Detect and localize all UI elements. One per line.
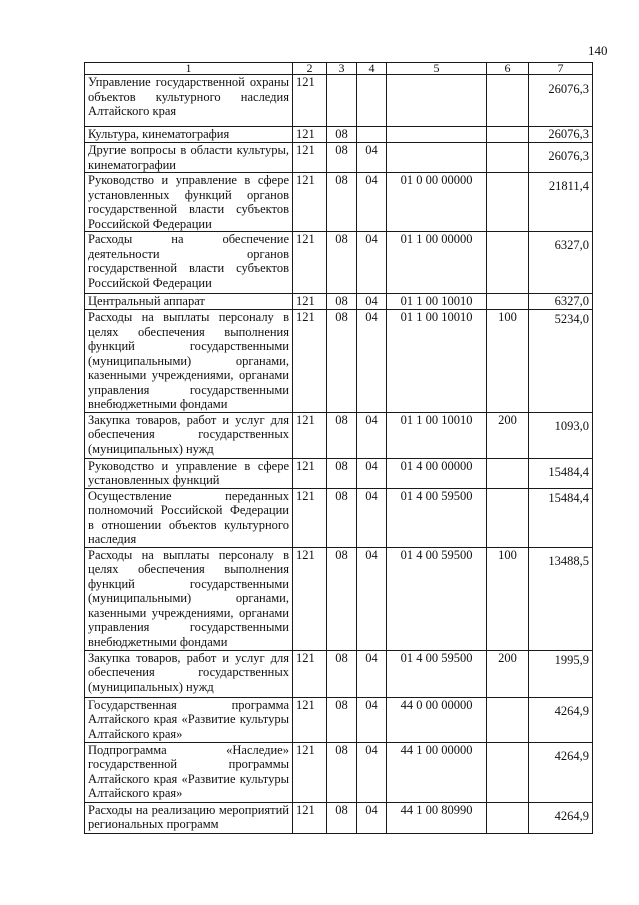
row-col-6	[487, 697, 529, 742]
row-col-4: 04	[357, 742, 387, 802]
row-col-4: 04	[357, 802, 387, 833]
row-col-6: 200	[487, 650, 529, 697]
row-col-5	[387, 143, 487, 173]
table-row	[85, 547, 593, 650]
row-col-5: 01 0 00 00000	[387, 173, 487, 232]
row-col-7: 26076,3	[529, 75, 593, 127]
row-col-2: 121	[293, 127, 327, 143]
row-col-5: 01 4 00 59500	[387, 488, 487, 547]
row-col-5: 01 4 00 59500	[387, 547, 487, 650]
row-col-5: 01 1 00 00000	[387, 232, 487, 294]
row-col-2: 121	[293, 458, 327, 488]
row-col-6	[487, 75, 529, 127]
row-col-4: 04	[357, 697, 387, 742]
row-col-5: 44 0 00 00000	[387, 697, 487, 742]
row-col-5: 01 1 00 10010	[387, 412, 487, 458]
row-col-7: 21811,4	[529, 173, 593, 232]
table-row	[85, 488, 593, 547]
row-name: Расходы на реализацию мероприятий региональных программ	[85, 802, 293, 833]
row-col-7: 4264,9	[529, 742, 593, 802]
table-row	[85, 742, 593, 802]
row-col-4: 04	[357, 310, 387, 413]
table-row	[85, 310, 593, 413]
row-col-5	[387, 127, 487, 143]
row-name: Расходы на обеспечение деятельности органов государственной власти субъектов Российской Федерации	[85, 232, 293, 294]
row-col-6	[487, 143, 529, 173]
table-row	[85, 650, 593, 697]
row-name: Руководство и управление в сфере установленных функций органов государственной власти субъектов Российской Федерации	[85, 173, 293, 232]
row-col-4: 04	[357, 458, 387, 488]
page-number: 140	[588, 43, 608, 58]
row-col-6: 200	[487, 412, 529, 458]
row-name: Руководство и управление в сфере установленных функций	[85, 458, 293, 488]
row-name: Центральный аппарат	[85, 294, 293, 310]
row-col-2: 121	[293, 650, 327, 697]
row-col-3	[327, 75, 357, 127]
table-row	[85, 412, 593, 458]
row-name: Осуществление переданных полномочий Российской Федерации в отношении объектов культурного наследия	[85, 488, 293, 547]
row-col-3: 08	[327, 802, 357, 833]
row-col-5: 01 4 00 00000	[387, 458, 487, 488]
row-name: Расходы на выплаты персоналу в целях обеспечения выполнения функций государственными (муниципальными) органами, казенными учреждениями, органами управления государственными внебюджетными фондами	[85, 547, 293, 650]
row-name: Закупка товаров, работ и услуг для обеспечения государственных (муниципальных) нужд	[85, 650, 293, 697]
row-col-6	[487, 232, 529, 294]
row-col-7: 26076,3	[529, 127, 593, 143]
row-col-7: 6327,0	[529, 294, 593, 310]
row-col-4: 04	[357, 232, 387, 294]
row-col-6	[487, 127, 529, 143]
row-col-5: 44 1 00 80990	[387, 802, 487, 833]
row-col-6	[487, 458, 529, 488]
column-header: 5	[387, 63, 487, 75]
row-col-7: 6327,0	[529, 232, 593, 294]
row-col-5: 01 1 00 10010	[387, 294, 487, 310]
table-row	[85, 697, 593, 742]
row-col-6	[487, 294, 529, 310]
row-col-3: 08	[327, 412, 357, 458]
row-col-2: 121	[293, 802, 327, 833]
row-col-7: 15484,4	[529, 458, 593, 488]
table-row	[85, 143, 593, 173]
row-col-4: 04	[357, 143, 387, 173]
row-col-6: 100	[487, 547, 529, 650]
row-col-3: 08	[327, 143, 357, 173]
row-col-2: 121	[293, 232, 327, 294]
row-col-7: 13488,5	[529, 547, 593, 650]
row-col-3: 08	[327, 742, 357, 802]
row-col-2: 121	[293, 173, 327, 232]
row-col-3: 08	[327, 232, 357, 294]
row-name: Управление государственной охраны объектов культурного наследия Алтайского края	[85, 75, 293, 127]
row-col-4: 04	[357, 547, 387, 650]
row-col-4: 04	[357, 650, 387, 697]
table-row	[85, 75, 593, 127]
row-name: Государственная программа Алтайского края «Развитие культуры Алтайского края»	[85, 697, 293, 742]
row-col-3: 08	[327, 294, 357, 310]
row-col-3: 08	[327, 310, 357, 413]
column-header: 1	[85, 63, 293, 75]
row-col-4: 04	[357, 412, 387, 458]
row-col-7: 5234,0	[529, 310, 593, 413]
row-col-3: 08	[327, 173, 357, 232]
row-col-5: 01 4 00 59500	[387, 650, 487, 697]
table-row	[85, 294, 593, 310]
row-col-7: 1995,9	[529, 650, 593, 697]
column-header: 4	[357, 63, 387, 75]
row-col-2: 121	[293, 310, 327, 413]
row-name: Культура, кинематография	[85, 127, 293, 143]
table-row	[85, 127, 593, 143]
row-col-3: 08	[327, 488, 357, 547]
table-row	[85, 458, 593, 488]
column-header: 7	[529, 63, 593, 75]
row-col-2: 121	[293, 75, 327, 127]
header-row	[85, 63, 593, 75]
row-name: Подпрограмма «Наследие» государственной программы Алтайского края «Развитие культуры Алтайского края»	[85, 742, 293, 802]
row-col-4	[357, 127, 387, 143]
row-col-4	[357, 75, 387, 127]
row-col-6	[487, 802, 529, 833]
row-col-2: 121	[293, 143, 327, 173]
row-name: Расходы на выплаты персоналу в целях обеспечения выполнения функций государственными (муниципальными) органами, казенными учреждениями, органами управления государственными внебюджетными фондами	[85, 310, 293, 413]
row-col-3: 08	[327, 697, 357, 742]
row-col-6: 100	[487, 310, 529, 413]
column-header: 3	[327, 63, 357, 75]
row-col-6	[487, 742, 529, 802]
row-col-4: 04	[357, 488, 387, 547]
row-col-7: 4264,9	[529, 802, 593, 833]
row-col-7: 15484,4	[529, 488, 593, 547]
row-col-2: 121	[293, 742, 327, 802]
row-col-6	[487, 488, 529, 547]
row-col-7: 26076,3	[529, 143, 593, 173]
budget-table	[84, 62, 593, 834]
row-col-7: 4264,9	[529, 697, 593, 742]
table-row	[85, 802, 593, 833]
row-col-3: 08	[327, 458, 357, 488]
row-col-3: 08	[327, 547, 357, 650]
row-name: Закупка товаров, работ и услуг для обеспечения государственных (муниципальных) нужд	[85, 412, 293, 458]
row-col-3: 08	[327, 650, 357, 697]
row-col-5	[387, 75, 487, 127]
row-col-2: 121	[293, 488, 327, 547]
row-col-2: 121	[293, 547, 327, 650]
row-col-4: 04	[357, 294, 387, 310]
column-header: 6	[487, 63, 529, 75]
row-col-4: 04	[357, 173, 387, 232]
row-col-6	[487, 173, 529, 232]
row-col-2: 121	[293, 294, 327, 310]
row-col-5: 44 1 00 00000	[387, 742, 487, 802]
row-name: Другие вопросы в области культуры, кинематографии	[85, 143, 293, 173]
row-col-7: 1093,0	[529, 412, 593, 458]
row-col-2: 121	[293, 412, 327, 458]
row-col-2: 121	[293, 697, 327, 742]
table-row	[85, 232, 593, 294]
table-row	[85, 173, 593, 232]
row-col-5: 01 1 00 10010	[387, 310, 487, 413]
row-col-3: 08	[327, 127, 357, 143]
column-header: 2	[293, 63, 327, 75]
